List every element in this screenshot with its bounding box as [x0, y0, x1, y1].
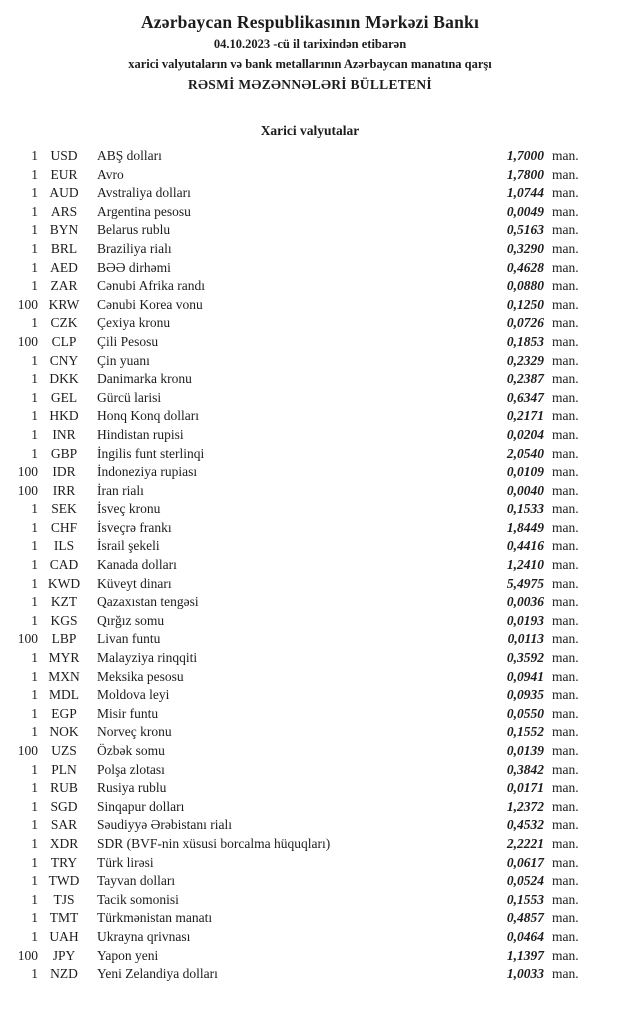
row-quantity: 100: [17, 482, 38, 498]
row-unit-label: man.: [552, 891, 579, 907]
row-currency-name: Çili Pesosu: [97, 333, 159, 349]
row-quantity: 100: [17, 464, 38, 480]
row-currency-code: USD: [50, 148, 78, 163]
row-quantity: 1: [31, 148, 38, 163]
table-row: [0, 537, 620, 556]
row-rate-value: 0,4416: [506, 538, 544, 554]
row-quantity: 100: [17, 743, 38, 758]
row-currency-name: Cənubi Korea vonu: [97, 296, 203, 312]
row-rate-value: 0,0049: [506, 203, 544, 219]
row-rate-value: 0,3290: [506, 240, 544, 256]
subject-line: xarici valyutaların və bank metallarının Azərbaycan manatına qarşı: [128, 57, 492, 71]
row-currency-code: SAR: [50, 817, 78, 833]
row-rate-value: 0,0040: [506, 482, 544, 498]
row-unit-label: man.: [552, 594, 579, 610]
row-rate-value: 0,3842: [506, 761, 544, 777]
row-currency-name: Özbək somu: [97, 743, 165, 758]
row-quantity: 1: [31, 557, 38, 573]
row-currency-name: Kanada dolları: [97, 557, 177, 573]
row-rate-value: 1,7000: [506, 148, 544, 163]
row-unit-label: man.: [552, 352, 579, 368]
row-currency-code: BRL: [50, 240, 78, 256]
row-unit-label: man.: [552, 761, 579, 777]
row-unit-label: man.: [552, 333, 579, 349]
row-currency-code: TRY: [50, 854, 78, 870]
row-rate-value: 0,1553: [506, 891, 544, 907]
row-currency-name: SDR (BVF-nin xüsusi borcalma hüquqları): [97, 835, 331, 851]
row-quantity: 1: [31, 166, 38, 182]
row-currency-name: Hindistan rupisi: [97, 426, 184, 442]
row-unit-label: man.: [552, 166, 579, 182]
row-currency-code: SGD: [50, 798, 78, 814]
table-row: [0, 426, 620, 445]
row-currency-code: MYR: [48, 650, 80, 666]
row-unit-label: man.: [552, 222, 579, 238]
row-currency-code: CNY: [49, 352, 79, 368]
table-row: [0, 835, 620, 854]
row-currency-name: Argentina pesosu: [97, 203, 191, 219]
currency-rate-table: [0, 147, 620, 984]
row-quantity: 1: [31, 315, 38, 331]
section-title-foreign-currencies: Xarici valyutalar: [260, 123, 360, 138]
row-quantity: 1: [31, 650, 38, 666]
row-unit-label: man.: [552, 612, 579, 628]
row-currency-code: XDR: [49, 835, 79, 851]
row-unit-label: man.: [552, 278, 579, 294]
table-row: [0, 389, 620, 408]
row-unit-label: man.: [552, 947, 579, 963]
row-currency-name: İsveç kronu: [97, 501, 161, 517]
row-quantity: 1: [31, 426, 38, 442]
row-unit-label: man.: [552, 538, 579, 554]
row-rate-value: 0,0204: [506, 426, 544, 442]
table-row: [0, 965, 620, 984]
row-quantity: 1: [31, 445, 38, 461]
row-currency-code: MXN: [48, 668, 80, 684]
row-currency-code: EUR: [50, 166, 78, 182]
row-unit-label: man.: [552, 389, 579, 405]
table-row: [0, 482, 620, 501]
row-currency-name: İsrail şekeli: [97, 538, 160, 554]
row-currency-code: AED: [50, 259, 78, 275]
row-rate-value: 0,0193: [506, 612, 544, 628]
table-row: [0, 259, 620, 278]
row-currency-code: UAH: [49, 928, 79, 944]
table-row: [0, 668, 620, 687]
row-currency-name: Braziliya rialı: [97, 240, 172, 256]
row-unit-label: man.: [552, 296, 579, 312]
table-row: [0, 798, 620, 817]
row-currency-name: Ukrayna qrivnası: [97, 928, 191, 944]
row-currency-code: HKD: [49, 408, 79, 424]
row-unit-label: man.: [552, 798, 579, 814]
row-rate-value: 0,0171: [506, 780, 544, 796]
row-rate-value: 0,4532: [506, 817, 544, 833]
row-currency-code: CZK: [50, 315, 78, 331]
row-quantity: 1: [31, 798, 38, 814]
row-currency-code: KGS: [50, 612, 78, 628]
row-quantity: 1: [31, 705, 38, 721]
table-row: [0, 761, 620, 780]
row-rate-value: 0,2171: [506, 408, 544, 424]
row-currency-name: Yeni Zelandiya dolları: [97, 966, 218, 982]
row-currency-code: DKK: [49, 371, 79, 387]
table-row: [0, 723, 620, 742]
row-quantity: 1: [31, 761, 38, 777]
row-currency-code: RUB: [50, 780, 78, 796]
row-unit-label: man.: [552, 259, 579, 275]
row-currency-name: BƏƏ dirhəmi: [97, 259, 171, 275]
row-quantity: 1: [31, 612, 38, 628]
row-quantity: 1: [31, 240, 38, 256]
row-unit-label: man.: [552, 835, 579, 851]
row-unit-label: man.: [552, 371, 579, 387]
row-unit-label: man.: [552, 668, 579, 684]
row-quantity: 1: [31, 501, 38, 517]
row-currency-code: AUD: [49, 185, 79, 201]
row-currency-name: Səudiyyə Ərəbistanı rialı: [97, 817, 232, 833]
row-rate-value: 0,6347: [506, 389, 544, 405]
row-currency-code: CLP: [51, 333, 77, 349]
row-currency-name: Türk lirəsi: [97, 854, 154, 870]
row-rate-value: 2,2221: [506, 835, 544, 851]
row-unit-label: man.: [552, 148, 579, 163]
row-rate-value: 0,4628: [506, 259, 544, 275]
row-quantity: 1: [31, 687, 38, 703]
row-unit-label: man.: [552, 705, 579, 721]
table-row: [0, 612, 620, 631]
effective-date-line: 04.10.2023 -cü il tarixindən etibarən: [213, 37, 407, 51]
table-row: [0, 221, 620, 240]
row-unit-label: man.: [552, 482, 579, 498]
row-rate-value: 5,4975: [506, 575, 544, 591]
row-currency-name: Avstraliya dolları: [97, 185, 191, 201]
table-row: [0, 203, 620, 222]
row-unit-label: man.: [552, 575, 579, 591]
row-currency-name: Qazaxıstan tengəsi: [97, 594, 199, 610]
row-unit-label: man.: [552, 817, 579, 833]
row-rate-value: 0,0113: [507, 631, 544, 647]
row-currency-name: Belarus rublu: [97, 222, 171, 238]
table-row: [0, 779, 620, 798]
row-currency-name: Çexiya kronu: [97, 315, 171, 331]
row-unit-label: man.: [552, 631, 579, 647]
row-currency-name: Tacik somonisi: [97, 891, 179, 907]
row-currency-code: IRR: [52, 482, 76, 498]
row-currency-name: Malayziya rinqqiti: [97, 650, 198, 666]
row-unit-label: man.: [552, 873, 579, 889]
row-rate-value: 0,1533: [506, 501, 544, 517]
table-row: [0, 296, 620, 315]
row-unit-label: man.: [552, 966, 579, 982]
table-row: [0, 277, 620, 296]
row-quantity: 1: [31, 575, 38, 591]
table-row: [0, 630, 620, 649]
row-quantity: 1: [31, 594, 38, 610]
row-quantity: 1: [31, 854, 38, 870]
table-row: [0, 705, 620, 724]
row-currency-name: Çin yuanı: [97, 352, 150, 368]
row-rate-value: 0,0941: [506, 668, 544, 684]
row-unit-label: man.: [552, 780, 579, 796]
row-unit-label: man.: [552, 426, 579, 442]
row-quantity: 1: [31, 222, 38, 238]
row-currency-name: Danimarka kronu: [97, 371, 192, 387]
row-quantity: 1: [31, 203, 38, 219]
table-row: [0, 147, 620, 166]
row-rate-value: 0,1853: [506, 333, 544, 349]
row-quantity: 1: [31, 891, 38, 907]
row-unit-label: man.: [552, 743, 579, 758]
row-quantity: 1: [31, 780, 38, 796]
row-quantity: 100: [17, 631, 38, 647]
row-unit-label: man.: [552, 240, 579, 256]
row-currency-code: GBP: [50, 445, 78, 461]
row-currency-name: Yapon yeni: [97, 947, 159, 963]
row-currency-name: Moldova leyi: [97, 687, 170, 703]
row-quantity: 100: [17, 296, 38, 312]
row-quantity: 1: [31, 910, 38, 926]
row-currency-code: LBP: [51, 631, 77, 647]
table-row: [0, 742, 620, 761]
row-currency-code: CHF: [50, 519, 78, 535]
row-rate-value: 1,0033: [506, 966, 544, 982]
row-unit-label: man.: [552, 445, 579, 461]
table-row: [0, 575, 620, 594]
table-row: [0, 445, 620, 464]
row-unit-label: man.: [552, 464, 579, 480]
row-rate-value: 1,1397: [506, 947, 544, 963]
row-rate-value: 1,2372: [506, 798, 544, 814]
row-currency-name: Avro: [97, 166, 124, 182]
row-currency-code: TMT: [49, 910, 79, 926]
row-currency-name: Tayvan dolları: [97, 873, 176, 889]
row-quantity: 1: [31, 352, 38, 368]
row-unit-label: man.: [552, 724, 579, 740]
table-row: [0, 593, 620, 612]
table-row: [0, 686, 620, 705]
row-unit-label: man.: [552, 910, 579, 926]
row-currency-code: ILS: [53, 538, 75, 554]
bank-name: Azərbaycan Respublikasının Mərkəzi Bankı: [140, 12, 480, 32]
row-rate-value: 0,0726: [506, 315, 544, 331]
row-currency-name: Livan funtu: [97, 631, 161, 647]
row-currency-code: ARS: [50, 203, 78, 219]
row-currency-name: Cənubi Afrika randı: [97, 278, 205, 294]
row-quantity: 1: [31, 389, 38, 405]
row-rate-value: 1,2410: [506, 557, 544, 573]
table-row: [0, 184, 620, 203]
table-row: [0, 816, 620, 835]
row-quantity: 1: [31, 668, 38, 684]
row-rate-value: 0,0109: [506, 464, 544, 480]
row-rate-value: 0,4857: [506, 910, 544, 926]
table-row: [0, 649, 620, 668]
row-quantity: 1: [31, 538, 38, 554]
row-currency-code: CAD: [49, 557, 79, 573]
row-unit-label: man.: [552, 408, 579, 424]
row-quantity: 1: [31, 185, 38, 201]
row-quantity: 1: [31, 371, 38, 387]
row-currency-code: IDR: [52, 464, 76, 480]
row-currency-name: Rusiya rublu: [97, 780, 167, 796]
row-currency-name: İndoneziya rupiası: [97, 464, 198, 480]
row-currency-name: Qırğız somu: [97, 612, 165, 628]
row-currency-code: TWD: [48, 873, 80, 889]
row-currency-code: JPY: [52, 947, 76, 963]
row-unit-label: man.: [552, 185, 579, 201]
table-row: [0, 407, 620, 426]
row-currency-name: Misir funtu: [97, 705, 159, 721]
row-rate-value: 0,0550: [506, 705, 544, 721]
row-currency-name: İran rialı: [97, 482, 144, 498]
row-currency-name: Gürcü larisi: [97, 389, 162, 405]
row-currency-name: Honq Konq dolları: [97, 408, 199, 424]
row-currency-code: KZT: [50, 594, 78, 610]
table-row: [0, 872, 620, 891]
row-rate-value: 0,5163: [506, 222, 544, 238]
row-currency-name: Polşa zlotası: [97, 761, 165, 777]
table-row: [0, 909, 620, 928]
row-rate-value: 1,0744: [506, 185, 544, 201]
row-currency-code: NOK: [49, 724, 79, 740]
row-rate-value: 0,1250: [506, 296, 544, 312]
row-rate-value: 0,0524: [506, 873, 544, 889]
row-rate-value: 0,0464: [506, 928, 544, 944]
table-row: [0, 166, 620, 185]
row-unit-label: man.: [552, 557, 579, 573]
row-quantity: 1: [31, 278, 38, 294]
row-rate-value: 0,2387: [506, 371, 544, 387]
row-unit-label: man.: [552, 928, 579, 944]
row-currency-name: İsveçrə frankı: [97, 519, 172, 535]
row-quantity: 1: [31, 873, 38, 889]
row-currency-name: Meksika pesosu: [97, 668, 184, 684]
row-currency-code: EGP: [51, 705, 77, 721]
table-row: [0, 333, 620, 352]
row-unit-label: man.: [552, 854, 579, 870]
table-row: [0, 500, 620, 519]
row-currency-code: ZAR: [50, 278, 78, 294]
row-rate-value: 0,0880: [506, 278, 544, 294]
row-unit-label: man.: [552, 519, 579, 535]
row-currency-code: SEK: [51, 501, 77, 517]
row-rate-value: 0,0036: [506, 594, 544, 610]
row-quantity: 1: [31, 835, 38, 851]
row-quantity: 1: [31, 724, 38, 740]
row-quantity: 100: [17, 333, 38, 349]
row-rate-value: 0,2329: [506, 352, 544, 368]
row-rate-value: 0,3592: [506, 650, 544, 666]
row-currency-name: ABŞ dolları: [97, 148, 162, 163]
row-quantity: 1: [31, 817, 38, 833]
bulletin-title: RƏSMİ MƏZƏNNƏLƏRİ BÜLLETENİ: [187, 77, 432, 92]
row-rate-value: 0,0139: [506, 743, 544, 758]
row-quantity: 1: [31, 928, 38, 944]
row-rate-value: 0,1552: [506, 724, 544, 740]
row-currency-name: Türkmənistan manatı: [97, 910, 213, 926]
row-currency-name: Norveç kronu: [97, 724, 172, 740]
table-row: [0, 370, 620, 389]
row-currency-code: KRW: [48, 296, 80, 312]
row-unit-label: man.: [552, 650, 579, 666]
table-row: [0, 463, 620, 482]
table-row: [0, 891, 620, 910]
document-header: [0, 0, 620, 95]
table-row: [0, 947, 620, 966]
row-currency-code: INR: [52, 426, 76, 442]
row-currency-code: NZD: [50, 966, 78, 982]
row-unit-label: man.: [552, 501, 579, 517]
row-quantity: 100: [17, 947, 38, 963]
row-unit-label: man.: [552, 687, 579, 703]
row-currency-code: KWD: [47, 575, 81, 591]
table-row: [0, 854, 620, 873]
row-currency-name: Sinqapur dolları: [97, 798, 185, 814]
row-quantity: 1: [31, 519, 38, 535]
row-currency-code: PLN: [51, 761, 77, 777]
row-unit-label: man.: [552, 203, 579, 219]
table-row: [0, 240, 620, 259]
table-row: [0, 314, 620, 333]
row-currency-name: Küveyt dinarı: [97, 575, 172, 591]
row-rate-value: 1,7800: [506, 166, 544, 182]
row-rate-value: 2,0540: [506, 445, 544, 461]
row-rate-value: 0,0935: [506, 687, 544, 703]
row-rate-value: 1,8449: [506, 519, 544, 535]
table-row: [0, 519, 620, 538]
row-currency-code: UZS: [51, 743, 77, 758]
row-quantity: 1: [31, 966, 38, 982]
row-currency-code: BYN: [49, 222, 79, 238]
row-rate-value: 0,0617: [506, 854, 544, 870]
row-currency-code: TJS: [53, 891, 75, 907]
row-unit-label: man.: [552, 315, 579, 331]
table-row: [0, 352, 620, 371]
row-quantity: 1: [31, 259, 38, 275]
row-currency-code: GEL: [50, 389, 78, 405]
table-row: [0, 928, 620, 947]
row-currency-code: MDL: [49, 687, 79, 703]
row-currency-name: İngilis funt sterlinqi: [97, 445, 205, 461]
table-row: [0, 556, 620, 575]
row-quantity: 1: [31, 408, 38, 424]
